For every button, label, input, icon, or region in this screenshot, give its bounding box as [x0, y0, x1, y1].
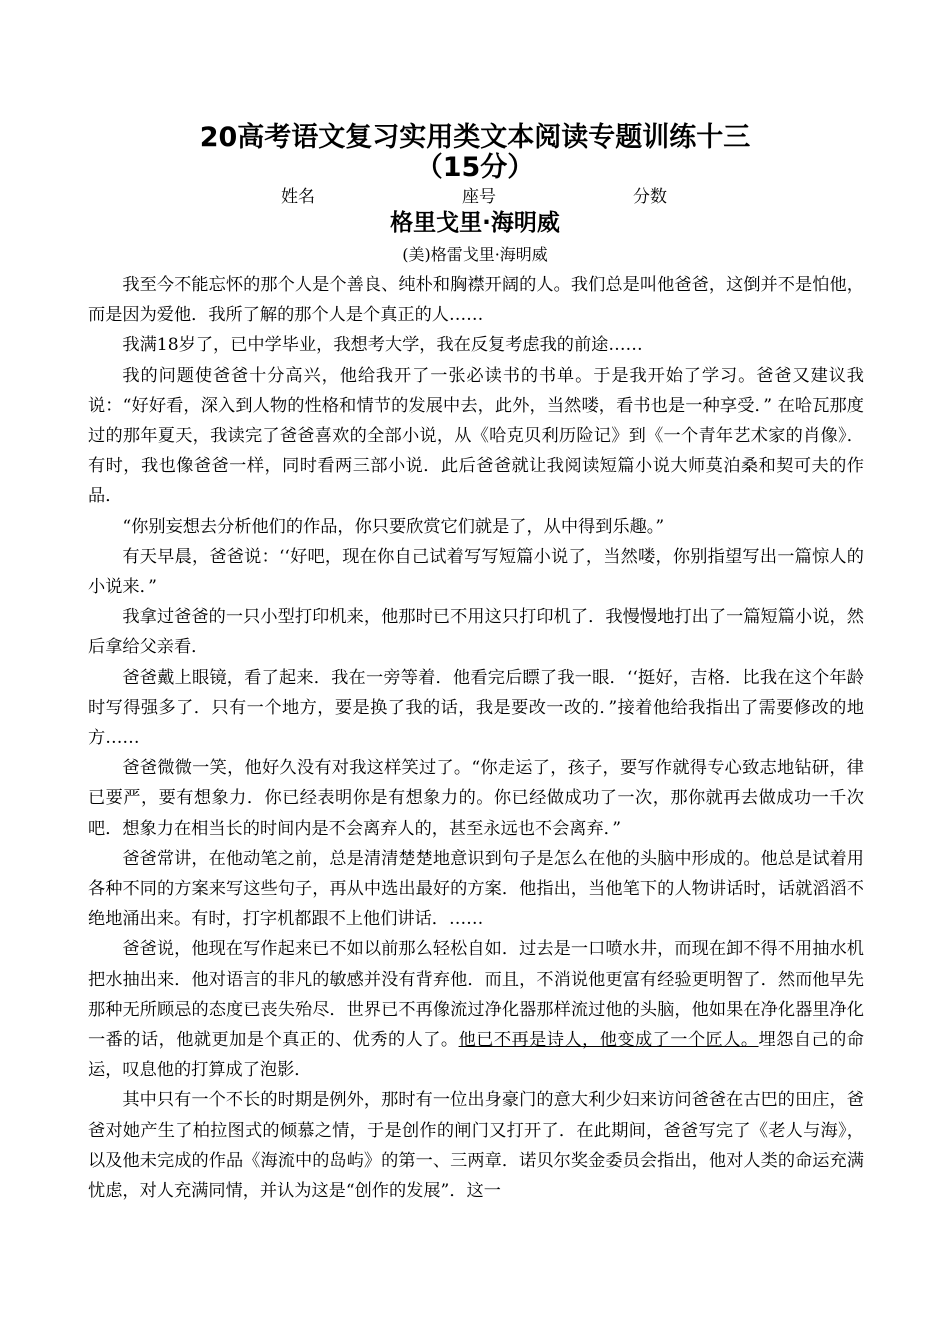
paragraph: 我满18岁了，已中学毕业，我想考大学，我在反复考虑我的前途…… [122, 335, 643, 356]
article-title: 格里戈里·海明威 [390, 210, 560, 236]
paragraph: 我的问题使爸爸十分高兴，他给我开了一张必读书的书单。于是我开始了学习。爸爸又建议我说：“好好看，深入到人物的性格和情节的发展中去，此外，当然喽，看书也是一种享受．” 在哈瓦那度过的那年夏天，我读完了爸爸喜欢的全部小说，从《哈克贝利历险记》到《一个青年艺术家的肖像》．有时，我也像爸爸一样，同时看两三部小说．此后爸爸就让我阅读短篇小说大师莫泊桑和契可夫的作品． [88, 365, 864, 507]
paragraph: 有天早晨，爸爸说：‘‘好吧，现在你自己试着写写短篇小说了，当然喽，你别指望写出一篇惊人的小说来．” [88, 546, 864, 598]
name-label: 姓名 [281, 187, 315, 207]
paragraph: 我至今不能忘怀的那个人是个善良、纯朴和胸襟开阔的人。我们总是叫他爸爸，这倒并不是怕他，而是因为爱他．我所了解的那个人是个真正的人…… [88, 275, 864, 326]
paragraph-text: 爸爸说，他现在写作起来已不如以前那么轻松自如．过去是一口喷水井，而现在卸不得不用抽水机把水抽出来．他对语言的非凡的敏感并没有背弃他．而且，不消说他更富有经验更明智了．然而他早先那种无所顾忌的态度已丧失殆尽．世界已不再像流过净化器那样流过他的头脑，他如果在净化器里净化一番的话，他就更加是个真正的、优秀的人了。 [88, 939, 864, 1051]
paragraph: 其中只有一个不长的时期是例外，那时有一位出身豪门的意大利少妇来访问爸爸在古巴的田庄，爸爸对她产生了柏拉图式的倾慕之情，于是创作的闸门又打开了．在此期间，爸爸写完了《老人与海》，以及他未完成的作品《海流中的岛屿》的第一、三两章．诺贝尔奖金委员会指出，他对人类的命运充满忧虑，对人充满同情，并认为这是“创作的发展”．这一 [88, 1090, 864, 1202]
article-body [88, 270, 864, 1206]
paragraph [88, 934, 864, 1085]
paragraph: 爸爸戴上眼镜，看了起来．我在一旁等着．他看完后瞟了我一眼．‘‘挺好，吉格．比我在这个年龄时写得强多了．只有一个地方，要是换了我的话，我是要改一改的．”接着他给我指出了需要修改的地方…… [88, 667, 864, 749]
paragraph: 爸爸微微一笑，他好久没有对我这样笑过了。“你走运了，孩子，要写作就得专心致志地钻研，律已要严，要有想象力．你已经表明你是有想象力的。你已经做成功了一次，那你就再去做成功一千次吧．想象力在相当长的时间内是不会离弃人的，甚至永远也不会离弃．” [88, 758, 864, 839]
score-label: 分数 [633, 187, 667, 207]
paragraph: 我拿过爸爸的一只小型打印机来，他那时已不用这只打印机了．我慢慢地打出了一篇短篇小说，然后拿给父亲看． [88, 607, 864, 658]
underlined-sentence: 他已不再是诗人，他变成了一个匠人。 [458, 1030, 759, 1051]
paragraph-text: 埋怨自己的命运，叹息他的打算成了泡影． [88, 1030, 864, 1081]
exam-title: 20高考语文复习实用类文本阅读专题训练十三 [199, 122, 751, 153]
paragraph: 爸爸常讲，在他动笔之前，总是清清楚楚地意识到句子是怎么在他的头脑中形成的。他总是试着用各种不同的方案来写这些句子，再从中选出最好的方案．他指出，当他笔下的人物讲话时，话就滔滔不绝地涌出来。有时，打字机都跟不上他们讲话．…… [88, 848, 864, 930]
article-author: (美)格雷戈里·海明威 [402, 245, 548, 264]
seat-label: 座号 [462, 187, 496, 207]
paragraph: “你别妄想去分析他们的作品，你只要欣赏它们就是了，从中得到乐趣。” [122, 516, 665, 537]
exam-score-total: （15分） [415, 152, 535, 183]
